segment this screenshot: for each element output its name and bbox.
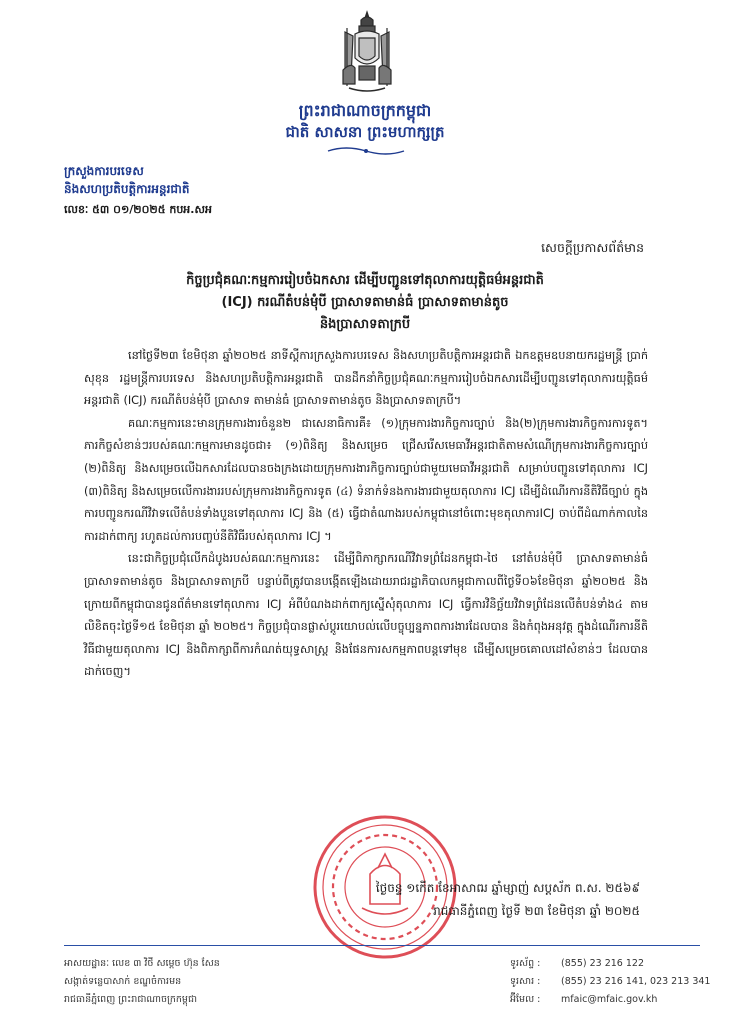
- paragraph-2: គណៈកម្មការនេះមានក្រុមការងារចំនួន២ ជាសេនាធិការគឺ៖ (១)ក្រុមការងារកិច្ចការច្បាប់ និង(២)ក្រុមការងារកិច្ចការការទូត។ ភារកិច្ចសំខាន់ៗរបស់គណៈកម្មការមានដូចជា៖ (១)ពិនិត្យ និងសម្រេច ជ្រើសរើសមេធាវីអន្តរជាតិតាមសំណើក្រុមការងារកិច្ចការច្បាប់ (២)ពិនិត្យ និងសម្រេចលើឯកសារដែលបានចងក្រងដោយក្រុមការងារកិច្ចការច្បាប់ជាមួយមេធាវីអន្តរជាតិ សម្រាប់បញ្ជូនទៅតុលាការ ICJ (៣)ពិនិត្យ និងសម្រេចលើការងាររបស់ក្រុមការងារកិច្ចការទូត (៤) ទំនាក់ទំនងការងារជាមួយតុលាការ ICJ ដើម្បីដំណើរការនីតិវិធីច្បាប់ ក្នុងការបញ្ជូនករណីវិវាទលើតំបន់ទាំងបួនទៅតុលាការ ICJ និង (៥) ធ្វើជាតំណាងរបស់កម្ពុជានៅចំពោះមុខតុលាការICJ ចាប់ពីដំណាក់កាលនៃការដាក់ពាក្យ រហូតដល់ការបញ្ចប់នីតិវិធីរបស់តុលាការ ICJ ។: [84, 416, 648, 543]
- lunar-date: ថ្ងៃចន្ទ ១កើត ខែអាសាឍ ឆ្នាំម្សាញ់ សប្តស័ក ព.ស. ២៥៦៩: [375, 881, 640, 895]
- email-row: [510, 991, 710, 1009]
- fax-number: (855) 23 216 141, 023 213 341: [561, 976, 711, 987]
- email-label: អ៊ីមែល :: [510, 994, 541, 1005]
- footer-address: [64, 955, 220, 1009]
- national-motto: ជាតិ សាសនា ព្រះមហាក្សត្រ: [285, 123, 445, 141]
- ornament-divider-icon: [326, 146, 406, 156]
- ministry-name-line1: ក្រសួងការបរទេស: [64, 164, 144, 178]
- email-address: mfaic@mfaic.gov.kh: [561, 994, 658, 1005]
- paragraph-3: នេះជាកិច្ចប្រជុំលើកដំបូងរបស់គណៈកម្មការនេះ ដើម្បីពិភាក្សាករណីវិវាទព្រំដែនកម្ពុជា-ថៃ នៅតំបន់មុំបី ប្រាសាទតាមាន់ធំ ប្រាសាទតាមាន់តូច និងប្រាសាទតាក្របី បន្ទាប់ពីត្រូវបានបង្កើតឡើងដោយរាជរដ្ឋាភិបាលកម្ពុជាកាលពីថ្ងៃទី០៦ខែមិថុនា ឆ្នាំ២០២៥ និងក្រោយពីកម្ពុជាបានជូនព័ត៌មានទៅតុលាការ ICJ អំពីបំណងដាក់ពាក្យស្នើសុំតុលាការ ICJ ធ្វើការវិនិច្ឆ័យវិវាទព្រំដែនលើតំបន់ទាំង៤ តាមលិខិតចុះថ្ងៃទី១៥ ខែមិថុនា ឆ្នាំ ២០២៥។ កិច្ចប្រជុំបានផ្លាស់ប្តូរយោបល់លើបច្ចុប្បន្នភាពការងារដែលបាន និងកំពុងអនុវត្ត ក្នុងដំណើរការនីតិវិធីជាមួយតុលាការ ICJ និងពិភាក្សាពីការកំណត់យុទ្ធសាស្ត្រ និងផែនការសកម្មភាពបន្តទៅមុខ ដើម្បីសម្រេចគោលដៅសំខាន់ៗ ដែលបានដាក់ចេញ។: [84, 552, 648, 679]
- document-title-line3: និងប្រាសាទតាក្របី: [319, 317, 411, 332]
- solar-date: រាជធានីភ្នំពេញ ថ្ងៃទី ២៣ ខែមិថុនា ឆ្នាំ ២០២៥: [433, 904, 640, 918]
- address-line2: សង្កាត់ទន្លេបាសាក់ ខណ្ឌចំការមន: [64, 976, 182, 987]
- kingdom-name: ព្រះរាជាណាចក្រកម្ពុជា: [298, 101, 432, 120]
- address-line3: រាជធានីភ្នំពេញ ព្រះរាជាណាចក្រកម្ពុជា: [64, 994, 197, 1005]
- ministry-name-line2: និងសហប្រតិបត្តិការអន្តរជាតិ: [64, 182, 190, 196]
- body-text: [84, 345, 648, 684]
- document-title-line2: (ICJ) ករណីតំបន់មុំបី ប្រាសាទតាមាន់ធំ ប្រាសាទតាមាន់តូច: [221, 295, 509, 310]
- fax-label: ទូរសារ :: [510, 976, 541, 987]
- footer-contacts: [510, 955, 710, 1009]
- document-title-line1: កិច្ចប្រជុំគណៈកម្មការរៀបចំឯកសារ ដើម្បីបញ្ជូនទៅតុលាការយុត្តិធម៌អន្តរជាតិ: [186, 273, 544, 288]
- royal-coat-of-arms-icon: [333, 8, 401, 96]
- document-type: សេចក្តីប្រកាសព័ត៌មាន: [541, 240, 644, 255]
- reference-number: លេខៈ ៥៣ ០១/២០២៥ កបអ.សអ: [64, 203, 212, 216]
- paragraph-1: នៅថ្ងៃទី២៣ ខែមិថុនា ឆ្នាំ២០២៥ នាទីស្តីការក្រសួងការបរទេស និងសហប្រតិបត្តិការអន្តរជាតិ ឯកឧត្តមឧបនាយករដ្ឋមន្ត្រី ប្រាក់ សុខុន រដ្ឋមន្ត្រីការបរទេស និងសហប្រតិបត្តិការអន្តរជាតិ បានដឹកនាំកិច្ចប្រជុំគណៈកម្មការរៀបចំឯកសារដើម្បីបញ្ជូនទៅតុលាការយុត្តិធម៌អន្តរជាតិ (ICJ) ករណីតំបន់មុំបី ប្រាសាទ តាមាន់ធំ ប្រាសាទតាមាន់តូច និងប្រាសាទតាក្របី។: [84, 349, 648, 408]
- fax-row: [510, 973, 710, 991]
- phone-number: (855) 23 216 122: [561, 958, 644, 969]
- address-line1: អាសយដ្ឋានៈ លេខ ៣ វិថី សម្តេច ហ៊ុន សែន: [64, 958, 220, 969]
- phone-label: ទូរស័ព្ទ :: [510, 958, 541, 969]
- footer-divider: [64, 945, 700, 946]
- phone-row: [510, 955, 710, 973]
